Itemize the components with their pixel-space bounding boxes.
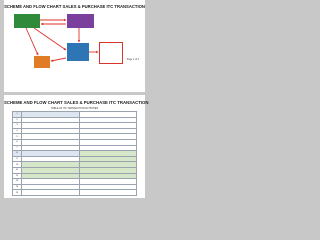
row-detail [79,190,137,196]
activities-table [12,111,137,196]
row-number: 9 [13,156,22,162]
row-number: 4 [13,128,22,134]
row-number: 13 [13,179,22,185]
page-title: SCHEME AND FLOW CHART SALES & PURCHASE ITC TRANSACTION [4,4,145,9]
page-number: Page 1 of 4 [126,58,139,61]
row-number: 8 [13,151,22,157]
row-number: 6 [13,139,22,145]
row-number: 7 [13,145,22,151]
row-number: 12 [13,173,22,179]
row-number: 15 [13,190,22,196]
flow-box-green [14,14,40,28]
table-row [13,190,137,196]
arrow-blue-to-orange [51,58,66,61]
row-number: 5 [13,134,22,140]
row-number: 2 [13,117,22,123]
arrow-green-to-blue [34,28,66,50]
document-page-2 [4,95,149,198]
page-title: SCHEME AND FLOW CHART SALES & PURCHASE ITC TRANSACTION [4,100,149,105]
toc-title: TABLE OF ITC TRANSACTION ACTIVITIES [50,107,99,110]
document-page-1 [4,0,145,92]
row-number: 10 [13,162,22,168]
row-number: 3 [13,123,22,129]
row-number: 1 [13,112,22,118]
flow-box-orange [34,56,50,68]
row-number: 11 [13,167,22,173]
flow-box-blue [67,43,89,61]
row-label [22,190,80,196]
flow-box-purple [67,14,94,28]
row-number: 14 [13,184,22,190]
arrow-green-to-orange [26,28,38,55]
flow-box-red-outline [99,42,123,64]
